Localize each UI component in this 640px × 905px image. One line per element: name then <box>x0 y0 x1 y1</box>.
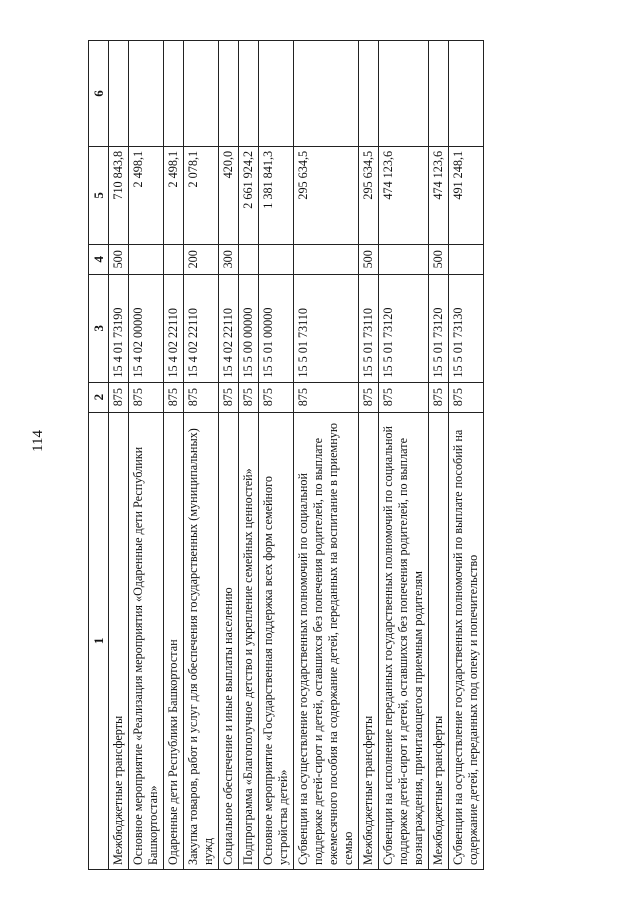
amount-cell: 2 498,1 <box>164 146 184 244</box>
extra-cell <box>259 41 294 147</box>
extra-cell <box>109 41 129 147</box>
budget-table <box>88 40 484 870</box>
header-cell: 2 <box>89 382 109 412</box>
ministry-cell: 875 <box>449 382 484 412</box>
target-code-cell: 15 5 01 73110 <box>294 274 359 382</box>
expense-type-cell <box>449 244 484 274</box>
target-code-cell: 15 5 01 73110 <box>359 274 379 382</box>
page-number: 114 <box>30 430 46 452</box>
expense-type-cell <box>379 244 429 274</box>
table-row <box>239 41 259 870</box>
target-code-cell: 15 4 02 22110 <box>219 274 239 382</box>
extra-cell <box>359 41 379 147</box>
rotated-table-container <box>88 40 628 870</box>
target-code-cell: 15 5 01 73120 <box>429 274 449 382</box>
extra-cell <box>239 41 259 147</box>
target-code-cell: 15 4 01 73190 <box>109 274 129 382</box>
name-cell: Закупка товаров, работ и услуг для обеспечения государственных (муниципальных) нужд <box>184 412 219 869</box>
expense-type-cell <box>239 244 259 274</box>
ministry-cell: 875 <box>184 382 219 412</box>
amount-cell: 2 661 924,2 <box>239 146 259 244</box>
target-code-cell: 15 5 01 73130 <box>449 274 484 382</box>
name-cell: Межбюджетные трансферты <box>359 412 379 869</box>
table-row <box>259 41 294 870</box>
name-cell: Социальное обеспечение и иные выплаты населению <box>219 412 239 869</box>
extra-cell <box>294 41 359 147</box>
table-row <box>379 41 429 870</box>
target-code-cell: 15 5 01 00000 <box>259 274 294 382</box>
amount-cell: 2 498,1 <box>129 146 164 244</box>
extra-cell <box>164 41 184 147</box>
table-row <box>184 41 219 870</box>
expense-type-cell <box>259 244 294 274</box>
table-row <box>294 41 359 870</box>
amount-cell: 710 843,8 <box>109 146 129 244</box>
name-cell: Основное мероприятие «Государственная поддержка всех форм семейного устройства детей» <box>259 412 294 869</box>
ministry-cell: 875 <box>219 382 239 412</box>
name-cell: Подпрограмма «Благополучное детство и укрепление семейных ценностей» <box>239 412 259 869</box>
amount-cell: 420,0 <box>219 146 239 244</box>
expense-type-cell: 200 <box>184 244 219 274</box>
table-row <box>219 41 239 870</box>
table-header-row <box>89 41 109 870</box>
header-cell: 3 <box>89 274 109 382</box>
header-cell: 5 <box>89 146 109 244</box>
table-row <box>129 41 164 870</box>
extra-cell <box>429 41 449 147</box>
expense-type-cell <box>129 244 164 274</box>
expense-type-cell <box>294 244 359 274</box>
target-code-cell: 15 4 02 00000 <box>129 274 164 382</box>
header-cell: 6 <box>89 41 109 147</box>
name-cell: Межбюджетные трансферты <box>109 412 129 869</box>
name-cell: Межбюджетные трансферты <box>429 412 449 869</box>
amount-cell: 295 634,5 <box>359 146 379 244</box>
name-cell: Одаренные дети Республики Башкортостан <box>164 412 184 869</box>
table-row <box>429 41 449 870</box>
target-code-cell: 15 5 01 73120 <box>379 274 429 382</box>
amount-cell: 491 248,1 <box>449 146 484 244</box>
ministry-cell: 875 <box>359 382 379 412</box>
ministry-cell: 875 <box>164 382 184 412</box>
amount-cell: 1 381 841,3 <box>259 146 294 244</box>
ministry-cell: 875 <box>429 382 449 412</box>
extra-cell <box>219 41 239 147</box>
expense-type-cell <box>164 244 184 274</box>
table-row <box>164 41 184 870</box>
ministry-cell: 875 <box>294 382 359 412</box>
ministry-cell: 875 <box>109 382 129 412</box>
amount-cell: 474 123,6 <box>429 146 449 244</box>
extra-cell <box>449 41 484 147</box>
header-cell: 1 <box>89 412 109 869</box>
extra-cell <box>184 41 219 147</box>
ministry-cell: 875 <box>259 382 294 412</box>
target-code-cell: 15 5 00 00000 <box>239 274 259 382</box>
table-row <box>359 41 379 870</box>
expense-type-cell: 300 <box>219 244 239 274</box>
expense-type-cell: 500 <box>359 244 379 274</box>
amount-cell: 474 123,6 <box>379 146 429 244</box>
header-cell: 4 <box>89 244 109 274</box>
expense-type-cell: 500 <box>429 244 449 274</box>
ministry-cell: 875 <box>129 382 164 412</box>
name-cell: Основное мероприятие «Реализация мероприятия «Одаренные дети Республики Башкортостан» <box>129 412 164 869</box>
table-row <box>109 41 129 870</box>
table-row <box>449 41 484 870</box>
extra-cell <box>379 41 429 147</box>
target-code-cell: 15 4 02 22110 <box>184 274 219 382</box>
target-code-cell: 15 4 02 22110 <box>164 274 184 382</box>
name-cell: Субвенции на осуществление государственных полномочий по социальной поддержке детей-сирот и детей, оставшихся без попечения родителей, по выплате ежемесячного пособия на содержание детей, переданных на воспитание в приемную семью <box>294 412 359 869</box>
amount-cell: 295 634,5 <box>294 146 359 244</box>
expense-type-cell: 500 <box>109 244 129 274</box>
ministry-cell: 875 <box>379 382 429 412</box>
amount-cell: 2 078,1 <box>184 146 219 244</box>
name-cell: Субвенции на осуществление государственных полномочий по выплате пособий на содержание детей, переданных под опеку и попечительство <box>449 412 484 869</box>
extra-cell <box>129 41 164 147</box>
ministry-cell: 875 <box>239 382 259 412</box>
name-cell: Субвенции на исполнение переданных государственных полномочий по социальной поддержке детей-сирот и детей, оставшихся без попечения родителей, по выплате вознаграждения, причитающегося приемным родителям <box>379 412 429 869</box>
